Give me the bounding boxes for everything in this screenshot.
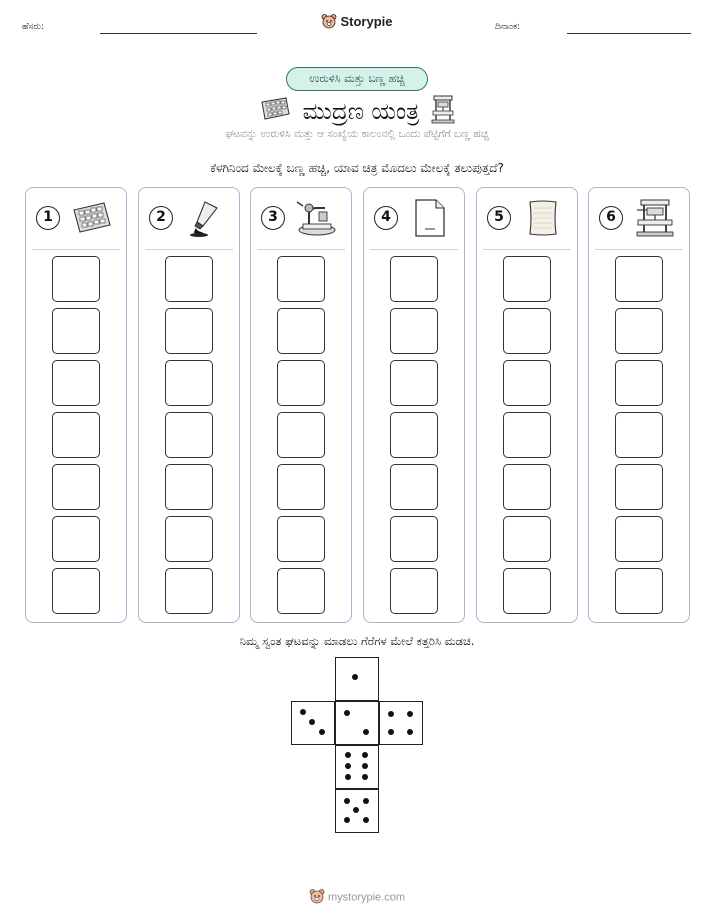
color-box[interactable] [165, 256, 213, 302]
pip [344, 817, 350, 823]
color-box[interactable] [52, 568, 100, 614]
footer-url[interactable]: mystorypie.com [327, 891, 406, 904]
column-2 [138, 187, 240, 623]
color-box[interactable] [615, 308, 663, 354]
pip [363, 729, 369, 735]
pip [362, 774, 368, 780]
brand-logo [0, 13, 714, 32]
type-tray-icon [70, 198, 114, 238]
color-box[interactable] [615, 360, 663, 406]
color-box[interactable] [277, 308, 325, 354]
color-box[interactable] [390, 568, 438, 614]
pip [407, 729, 413, 735]
stamp-press-icon [295, 198, 339, 238]
bear-logo-icon [309, 888, 325, 907]
pip [388, 729, 394, 735]
column-number: 6 [599, 206, 623, 230]
color-box[interactable] [615, 516, 663, 562]
pip [352, 674, 358, 680]
pip [344, 798, 350, 804]
printing-press-icon [431, 94, 455, 130]
date-line[interactable] [567, 33, 691, 34]
color-box[interactable] [503, 256, 551, 302]
color-box[interactable] [390, 412, 438, 458]
color-box[interactable] [277, 516, 325, 562]
column-divider [257, 249, 345, 250]
color-box[interactable] [503, 464, 551, 510]
name-label: ಹೆಸರು: [22, 22, 45, 32]
title-text: ಮುದ್ರಣ ಯಂತ್ರ [302, 99, 420, 125]
dice-face-3 [291, 701, 335, 745]
pip [345, 752, 351, 758]
printing-press-icon [633, 198, 677, 238]
column-5 [476, 187, 578, 623]
column-divider [595, 249, 683, 250]
column-3 [250, 187, 352, 623]
color-box[interactable] [615, 464, 663, 510]
color-box[interactable] [503, 360, 551, 406]
color-box[interactable] [277, 568, 325, 614]
color-box[interactable] [52, 308, 100, 354]
pip [345, 763, 351, 769]
color-box[interactable] [52, 464, 100, 510]
color-box[interactable] [390, 516, 438, 562]
color-box[interactable] [615, 256, 663, 302]
color-box[interactable] [615, 568, 663, 614]
color-box[interactable] [52, 256, 100, 302]
column-number: 4 [374, 206, 398, 230]
color-box[interactable] [165, 516, 213, 562]
color-box[interactable] [165, 568, 213, 614]
color-box[interactable] [165, 412, 213, 458]
scroll-parchment-icon [521, 198, 565, 238]
brand-name: Storypie [340, 13, 393, 29]
name-line[interactable] [100, 33, 257, 34]
color-box[interactable] [390, 308, 438, 354]
color-box[interactable] [52, 516, 100, 562]
column-divider [32, 249, 120, 250]
paper-sheet-icon [408, 198, 452, 238]
column-divider [145, 249, 233, 250]
color-box[interactable] [503, 568, 551, 614]
bear-logo-icon [321, 13, 337, 32]
column-number: 1 [36, 206, 60, 230]
color-box[interactable] [390, 360, 438, 406]
pip [363, 798, 369, 804]
pip [300, 709, 306, 715]
pip [319, 729, 325, 735]
dice-face-5 [335, 789, 379, 833]
pip [345, 774, 351, 780]
column-divider [483, 249, 571, 250]
color-box[interactable] [277, 256, 325, 302]
column-divider [370, 249, 458, 250]
question-text: ಕೆಳಗಿನಿಂದ ಮೇಲಕ್ಕೆ ಬಣ್ಣ ಹಚ್ಚಿ, ಯಾವ ಚಿತ್ರ ಮೊದಲು ಮೇಲಕ್ಕೆ ತಲುಪುತ್ತದೆ? [210, 161, 504, 175]
ink-tube-icon [183, 198, 227, 238]
column-1 [25, 187, 127, 623]
pip [353, 807, 359, 813]
color-box[interactable] [277, 412, 325, 458]
dice-face-6 [335, 745, 379, 789]
type-tray-icon [259, 96, 291, 128]
column-number: 5 [487, 206, 511, 230]
color-box[interactable] [390, 256, 438, 302]
instructions-text: ಘಟವನ್ನು ಉರುಳಿಸಿ ಮತ್ತು ಆ ಸಂಖ್ಯೆಯ ಕಾಲಂನಲ್ಲಿ ಒಂದು ಪೆಟ್ಟಿಗೆಗೆ ಬಣ್ಣ ಹಚ್ಚಿ [225, 128, 489, 140]
pip [309, 719, 315, 725]
color-box[interactable] [390, 464, 438, 510]
date-label: ದಿನಾಂಕ: [495, 22, 521, 32]
pip [407, 711, 413, 717]
color-box[interactable] [277, 360, 325, 406]
pip [362, 752, 368, 758]
pip [363, 817, 369, 823]
column-number: 2 [149, 206, 173, 230]
dice-face-2 [335, 701, 379, 745]
footer [0, 888, 714, 907]
color-box[interactable] [165, 308, 213, 354]
column-6 [588, 187, 690, 623]
color-box[interactable] [503, 516, 551, 562]
color-box[interactable] [615, 412, 663, 458]
activity-pill: ಉರುಳಿಸಿ ಮತ್ತು ಬಣ್ಣ ಹಚ್ಚಿ [286, 67, 428, 91]
pip [344, 710, 350, 716]
column-4 [363, 187, 465, 623]
color-box[interactable] [52, 412, 100, 458]
color-box[interactable] [503, 308, 551, 354]
color-box[interactable] [165, 360, 213, 406]
dice-face-4 [379, 701, 423, 745]
column-number: 3 [261, 206, 285, 230]
pip [388, 711, 394, 717]
page-title [0, 94, 714, 130]
dice-face-1 [335, 657, 379, 701]
cut-fold-instruction: ನಿಮ್ಮ ಸ್ವಂತ ಘಟವನ್ನು ಮಾಡಲು ಗೆರೆಗಳ ಮೇಲೆ ಕತ್ತರಿಸಿ ಮಡಚಿ. [239, 634, 475, 648]
color-box[interactable] [165, 464, 213, 510]
pip [362, 763, 368, 769]
color-box[interactable] [503, 412, 551, 458]
color-box[interactable] [52, 360, 100, 406]
color-box[interactable] [277, 464, 325, 510]
